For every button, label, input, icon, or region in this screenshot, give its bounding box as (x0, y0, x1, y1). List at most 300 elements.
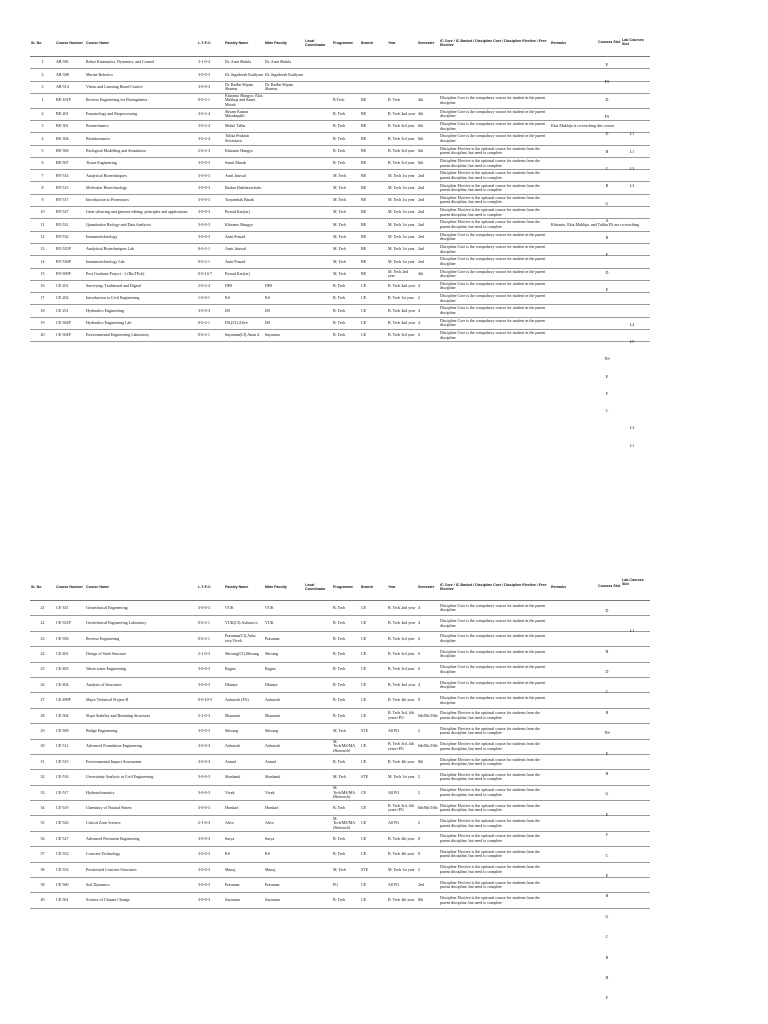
cell-main (264, 231, 304, 243)
cell-semester: 2nd (417, 194, 439, 206)
cell-sno: 2 (30, 69, 55, 81)
cell-ltpc: 3-0-0-3 (197, 893, 224, 908)
header-programme: Programme (332, 30, 360, 57)
cell-slot: FS (604, 79, 610, 85)
table-sheet-1 (30, 30, 650, 342)
cell-code: AR-514 (55, 81, 85, 93)
cell-faculty: VUK (224, 601, 264, 616)
cell-code: BE-101P (55, 93, 85, 108)
cell-semester: 8th (417, 754, 439, 769)
cell-branch: BE (360, 145, 387, 157)
cell-faculty: Mohd. Talha (224, 120, 264, 132)
cell-semester: 2nd (417, 243, 439, 255)
cell-code: CE-516 (55, 770, 85, 785)
cell-core: Discipline Core is the compulsory course for student in the parent discipline (439, 601, 550, 616)
cell-core: Discipline Core is the compulsory course for student in the parent discipline (439, 647, 550, 662)
cell-main: Rajput (264, 662, 304, 677)
table-row (30, 662, 650, 677)
cell-name: Gene silencing and genome editing: principles and applications (85, 207, 197, 219)
cell-faculty: Vivek (224, 785, 264, 800)
cell-faculty: Sayantan(CI),Anan d (224, 330, 264, 342)
cell-core: Discipline Core is the compulsory course for student in the parent discipline (439, 305, 550, 317)
cell-ltpc: 3-0-0-3 (197, 739, 224, 754)
cell-main: Prasanna (264, 631, 304, 646)
table-row (30, 693, 650, 708)
cell-name: Immunotechnology Lab (85, 256, 197, 268)
cell-name: Advanced Pavement Engineering (85, 831, 197, 846)
cell-core: Discipline Elective is the optional course for students from the parent discipline, but need to complete (439, 219, 550, 231)
cell-semester: 4th (417, 268, 439, 280)
cell-main (264, 133, 304, 145)
table-row (30, 616, 650, 631)
cell-main: Shivang (264, 724, 304, 739)
cell-core: Discipline Core is the compulsory course for student in the parent discipline (439, 256, 550, 268)
table-row (30, 120, 650, 132)
cell-ltpc: 3-0-0-3 (197, 677, 224, 692)
cell-ltpc: 0-0-2-1 (197, 631, 224, 646)
cell-local (304, 754, 332, 769)
cell-slot: H (605, 648, 609, 654)
cell-semester: 4th (417, 108, 439, 120)
cell-code: BE-507 (55, 157, 85, 169)
cell-code: CE-356 (55, 631, 85, 646)
cell-ltpc: 0-0-2-1 (197, 243, 224, 255)
cell-sno: 9 (30, 194, 55, 206)
cell-code: CE-512 (55, 739, 85, 754)
cell-sno: 7 (30, 170, 55, 182)
cell-ltpc: 3-0-2-4 (197, 133, 224, 145)
table-row (30, 219, 650, 231)
header-semester: Semester (417, 30, 439, 57)
cell-programme: M. Tech (332, 268, 360, 280)
cell-faculty: Khiranto Hungyo (224, 219, 264, 231)
cell-sno: 38 (30, 862, 55, 877)
cell-semester: 6th (417, 145, 439, 157)
table-row (30, 305, 650, 317)
header-row (30, 574, 650, 601)
cell-branch: CE (360, 708, 387, 723)
cell-sno: 32 (30, 770, 55, 785)
cell-local (304, 69, 332, 81)
cell-sno: 1 (30, 57, 55, 69)
cell-local (304, 280, 332, 292)
cell-local (304, 305, 332, 317)
cell-branch: BE (360, 194, 387, 206)
cell-faculty: Tulika Prakash Srivastava (224, 133, 264, 145)
cell-programme: M. Tech (332, 862, 360, 877)
cell-slot: D (605, 668, 609, 674)
cell-main (264, 93, 304, 108)
table-row (30, 256, 650, 268)
lab-column-2 (620, 600, 644, 1020)
table-row (30, 170, 650, 182)
cell-programme: B.Tech (332, 93, 360, 108)
cell-slot: C (605, 852, 609, 858)
cell-faculty: Ashutosh (224, 739, 264, 754)
cell-core: Discipline Core is the compulsory course for student in the parent discipline (439, 662, 550, 677)
cell-code: CE-201 (55, 280, 85, 292)
cell-sno: 26 (30, 677, 55, 692)
cell-branch: BE (360, 108, 387, 120)
cell-ltpc: 3-0-0-3 (197, 81, 224, 93)
cell-faculty: DPS (224, 280, 264, 292)
cell-main (264, 170, 304, 182)
cell-semester: 4 (417, 677, 439, 692)
cell-year (387, 57, 417, 69)
cell-remarks: Ekta Makhija is co-teaching this course. (550, 120, 650, 132)
cell-programme: M. Tech (332, 256, 360, 268)
cell-main: Surya (264, 831, 304, 846)
table-row (30, 601, 650, 616)
cell-year: M. Tech 1st year (387, 219, 417, 231)
cell-year: B. Tech 3rd year (387, 662, 417, 677)
cell-faculty: Khiranto Hungyo (224, 145, 264, 157)
cell-year: B. Tech 2nd year (387, 317, 417, 329)
cell-local (304, 145, 332, 157)
cell-core: Discipline Elective is the optional course for students from the parent discipline, but need to complete (439, 739, 550, 754)
cell-semester: 6th/8th/10th (417, 739, 439, 754)
cell-faculty: Trayambak Basak (224, 194, 264, 206)
cell-main (264, 120, 304, 132)
header-main: Main Faculty (264, 574, 304, 601)
cell-local (304, 616, 332, 631)
cell-programme: B. Tech (332, 616, 360, 631)
table-row (30, 739, 650, 754)
cell-branch: CE (360, 317, 387, 329)
cell-ltpc: 3-0-0-3 (197, 182, 224, 194)
cell-programme: B. Tech (332, 317, 360, 329)
cell-code: CE-403 (55, 662, 85, 677)
cell-year: B. Tech 4th year (387, 831, 417, 846)
cell-code: CE-560 (55, 878, 85, 893)
cell-main: Sayantan (264, 893, 304, 908)
cell-name: Soil Dynamics (85, 878, 197, 893)
lab-column-1 (620, 56, 644, 448)
cell-sno: 34 (30, 801, 55, 816)
cell-code: CE-519 (55, 801, 85, 816)
cell-code: CE-517 (55, 785, 85, 800)
cell-main (264, 243, 304, 255)
cell-year: M. Tech 1st year (387, 243, 417, 255)
cell-year: B. Tech 3rd, 4th years+PG (387, 801, 417, 816)
cell-programme: B. Tech (332, 847, 360, 862)
cell-semester (417, 57, 439, 69)
cell-year: B. Tech 2nd year (387, 280, 417, 292)
table-row (30, 108, 650, 120)
cell-name: Concrete Technology (85, 847, 197, 862)
cell-semester: 6 (417, 647, 439, 662)
cell-local (304, 182, 332, 194)
cell-slot: E (605, 62, 609, 68)
cell-local (304, 862, 332, 877)
cell-core: Discipline Elective is the optional course for students from the parent discipline, but need to complete (439, 207, 550, 219)
cell-sno: 11 (30, 219, 55, 231)
cell-faculty: Baskar Bakthavachalu (224, 182, 264, 194)
cell-branch: BE (360, 120, 387, 132)
cell-code: BY-527 (55, 207, 85, 219)
cell-slot: C (605, 408, 609, 414)
cell-branch: BE (360, 231, 387, 243)
cell-programme: M. Tech (332, 182, 360, 194)
cell-year: B. Tech 2nd year (387, 108, 417, 120)
cell-ltpc: 3-0-0-3 (197, 662, 224, 677)
cell-faculty: Amit Jaiswal (224, 243, 264, 255)
cell-code: BE-201 (55, 108, 85, 120)
table-row (30, 243, 650, 255)
cell-sno: 14 (30, 256, 55, 268)
cell-core (439, 57, 550, 69)
cell-local (304, 219, 332, 231)
cell-year: All PG (387, 785, 417, 800)
cell-ltpc: 2-1-0-3 (197, 816, 224, 831)
cell-programme: B. Tech (332, 754, 360, 769)
cell-name: Immunotechnology (85, 231, 197, 243)
cell-programme: M. Tech (332, 170, 360, 182)
cell-slot: D (605, 269, 609, 275)
cell-core: Discipline Core is the compulsory course for student in the parent discipline (439, 268, 550, 280)
cell-ltpc: 2-0-2-4 (197, 280, 224, 292)
cell-slot: F (605, 832, 609, 838)
cell-semester: 6th (417, 120, 439, 132)
cell-slot: FS (604, 114, 610, 120)
cell-ltpc: 0-0-2-1 (197, 256, 224, 268)
cell-code: CE-331P (55, 616, 85, 631)
cell-programme: B. Tech (332, 708, 360, 723)
cell-code: BY-535P (55, 243, 85, 255)
cell-year: B. Tech (387, 93, 417, 108)
slot-column-1 (594, 56, 620, 414)
cell-year: B. Tech 3rd year (387, 120, 417, 132)
cell-name: Surveying: Traditional and Digital (85, 280, 197, 292)
cell-code: CE-401 (55, 647, 85, 662)
cell-ltpc: 0-0-14-7 (197, 268, 224, 280)
header-year: Year (387, 574, 417, 601)
cell-sno: 6 (30, 157, 55, 169)
cell-ltpc: 3-0-0-3 (197, 305, 224, 317)
cell-programme: M. Tech (332, 231, 360, 243)
header-core: IC Core / IC Basket / Discipline Core / Discipline Elective / Free Elective (439, 574, 550, 601)
header-name: Course Name (85, 30, 197, 57)
cell-slot: G (605, 200, 609, 206)
cell-name: Analytical Biotechniques (85, 170, 197, 182)
cell-sno: 3 (30, 120, 55, 132)
cell-name: Science of Climate Change (85, 893, 197, 908)
cell-core: Discipline Elective is the optional course for students from the parent discipline, but need to complete (439, 182, 550, 194)
cell-code: CE-552 (55, 847, 85, 862)
cell-name: Hydraulics Engineering Lab (85, 317, 197, 329)
cell-semester: 6th (417, 157, 439, 169)
cell-semester: 8th (417, 893, 439, 908)
cell-branch: CE (360, 754, 387, 769)
cell-main: Anand (264, 754, 304, 769)
cell-programme: M. Tech/MS/MA (Research) (332, 785, 360, 800)
cell-year: B. Tech 2nd year (387, 305, 417, 317)
table-row (30, 816, 650, 831)
cell-ltpc: 0-0-2-1 (197, 616, 224, 631)
cell-local (304, 170, 332, 182)
header-branch: Branch (360, 574, 387, 601)
cell-semester: 2nd (417, 182, 439, 194)
cell-local (304, 268, 332, 280)
header-sno: Sr. No (30, 574, 55, 601)
cell-sno: 15 (30, 268, 55, 280)
cell-sno: 35 (30, 816, 55, 831)
cell-name: Biological Modelling and Simulation (85, 145, 197, 157)
cell-main: Dr. Jagadeesh Kadiyam (264, 69, 304, 81)
cell-semester: 6th/8th/10th (417, 708, 439, 723)
table-body-1 (30, 57, 650, 342)
cell-core: Discipline Core is the compulsory course for student in the parent discipline (439, 231, 550, 243)
cell-code: CE-509 (55, 724, 85, 739)
cell-core: Discipline Elective is the optional course for students from the parent discipline, but need to complete (439, 145, 550, 157)
cell-programme: M. Tech (332, 243, 360, 255)
cell-programme: M. Tech (332, 194, 360, 206)
cell-ltpc: 3-0-0-3 (197, 754, 224, 769)
cell-main (264, 194, 304, 206)
cell-programme: M. Tech (332, 770, 360, 785)
cell-programme: M. Tech/MS/MA (Research) (332, 816, 360, 831)
cell-year: B. Tech 2nd year (387, 616, 417, 631)
cell-core: Discipline Elective is the optional course for students from the parent discipline, but need to complete (439, 157, 550, 169)
cell-slot: F (605, 995, 609, 1001)
cell-faculty: Rajput (224, 662, 264, 677)
cell-slot: A (605, 217, 609, 223)
cell-branch: CE (360, 785, 387, 800)
cell-ltpc: 3-0-0-3 (197, 231, 224, 243)
cell-code: CE-331 (55, 601, 85, 616)
cell-local (304, 647, 332, 662)
cell-code: BY-532 (55, 231, 85, 243)
cell-sno: 40 (30, 893, 55, 908)
cell-sno: 19 (30, 317, 55, 329)
cell-main (264, 256, 304, 268)
cell-year: B. Tech 3rd, 4th years+PG (387, 739, 417, 754)
cell-branch: CE (360, 847, 387, 862)
cell-programme: M. Tech (332, 724, 360, 739)
cell-year: B. Tech 2nd year (387, 601, 417, 616)
cell-year: B. Tech 2nd year (387, 677, 417, 692)
cell-core: Discipline Elective is the optional course for students from the parent discipline, but need to complete (439, 801, 550, 816)
cell-branch: BE (360, 170, 387, 182)
cell-main: Shivang (264, 647, 304, 662)
table-sheet-2 (30, 574, 650, 909)
cell-semester: 2nd (417, 207, 439, 219)
cell-slot: B (605, 235, 609, 241)
cell-ltpc: 3-0-0-3 (197, 862, 224, 877)
cell-ltpc: 0-0-10-5 (197, 693, 224, 708)
cell-slot: H (605, 770, 609, 776)
cell-core: Discipline Elective is the optional course for students from the parent discipline, but need to complete (439, 724, 550, 739)
cell-year: All PG (387, 816, 417, 831)
cell-name: Introduction to Proteomics (85, 194, 197, 206)
cell-main: VUK (264, 601, 304, 616)
cell-name: Geotechnical Engineering (85, 601, 197, 616)
cell-programme (332, 81, 360, 93)
cell-branch: CE (360, 677, 387, 692)
cell-sno: 23 (30, 631, 55, 646)
course-table-1 (30, 30, 650, 342)
cell-local (304, 893, 332, 908)
cell-sno: 39 (30, 878, 55, 893)
cell-semester (417, 81, 439, 93)
cell-ltpc: 3-0-0-3 (197, 207, 224, 219)
cell-sno: 12 (30, 231, 55, 243)
cell-code: CE-404 (55, 677, 85, 692)
header-sno: Sr. No (30, 30, 55, 57)
cell-slot: E (605, 872, 609, 878)
cell-branch: CE (360, 693, 387, 708)
cell-code: CE-554 (55, 862, 85, 877)
cell-sno: 33 (30, 785, 55, 800)
cell-faculty: Shashank (224, 770, 264, 785)
cell-local (304, 662, 332, 677)
cell-branch: BE (360, 243, 387, 255)
cell-semester: 4 (417, 305, 439, 317)
cell-branch: STE (360, 862, 387, 877)
cell-programme: B. Tech (332, 280, 360, 292)
cell-faculty: Alive (224, 816, 264, 831)
cell-faculty: Manoj (224, 862, 264, 877)
cell-local (304, 785, 332, 800)
cell-name: Bioinformatics (85, 133, 197, 145)
table-row (30, 801, 650, 816)
cell-faculty: Sayantan (224, 893, 264, 908)
cell-year: B. Tech 4th year (387, 754, 417, 769)
cell-main: Vivek (264, 785, 304, 800)
cell-main: KS (264, 293, 304, 305)
cell-core: Discipline Elective is the optional course for students from the parent discipline, but need to complete (439, 878, 550, 893)
cell-faculty: Prasanna(CI),Ashu tosy,Vivek (224, 631, 264, 646)
cell-ltpc: 3-0-0-3 (197, 770, 224, 785)
table-row (30, 207, 650, 219)
cell-faculty: Prasanna (224, 878, 264, 893)
cell-local (304, 739, 332, 754)
cell-main: Alive (264, 816, 304, 831)
cell-core: Discipline Core is the compulsory course for student in the parent discipline (439, 693, 550, 708)
table-body-2 (30, 601, 650, 909)
cell-lab: L1 (629, 628, 635, 634)
cell-sno: 28 (30, 708, 55, 723)
cell-year: B. Tech 4th year (387, 847, 417, 862)
cell-sno: 13 (30, 243, 55, 255)
cell-name: Introduction to Civil Engineering (85, 293, 197, 305)
cell-name: Bridge Engineering (85, 724, 197, 739)
cell-local (304, 256, 332, 268)
cell-faculty: DS (224, 305, 264, 317)
cell-core: Discipline Elective is the optional course for students from the parent discipline, but need to complete (439, 847, 550, 862)
cell-semester: 2nd (417, 878, 439, 893)
cell-faculty: DS,(CI),Alive (224, 317, 264, 329)
cell-sno: 2 (30, 108, 55, 120)
cell-name: Slope Stability and Retaining Structures (85, 708, 197, 723)
cell-slot: C (605, 689, 609, 695)
course-table-2 (30, 574, 650, 909)
cell-ltpc: 1-0-0-1 (197, 293, 224, 305)
cell-slot: C (605, 165, 609, 171)
cell-programme (332, 57, 360, 69)
cell-core: Discipline Elective is the optional course for students from the parent discipline, but need to complete (439, 831, 550, 846)
cell-semester: 4 (417, 616, 439, 631)
cell-branch: CE (360, 601, 387, 616)
cell-name: Advanced Foundation Engineering (85, 739, 197, 754)
cell-branch: BE (360, 93, 387, 108)
cell-name: Biomechanics (85, 120, 197, 132)
cell-faculty: Anand (224, 754, 264, 769)
cell-slot: C (605, 934, 609, 940)
cell-semester: 2nd (417, 170, 439, 182)
cell-branch: CE (360, 801, 387, 816)
cell-semester: 2nd (417, 256, 439, 268)
